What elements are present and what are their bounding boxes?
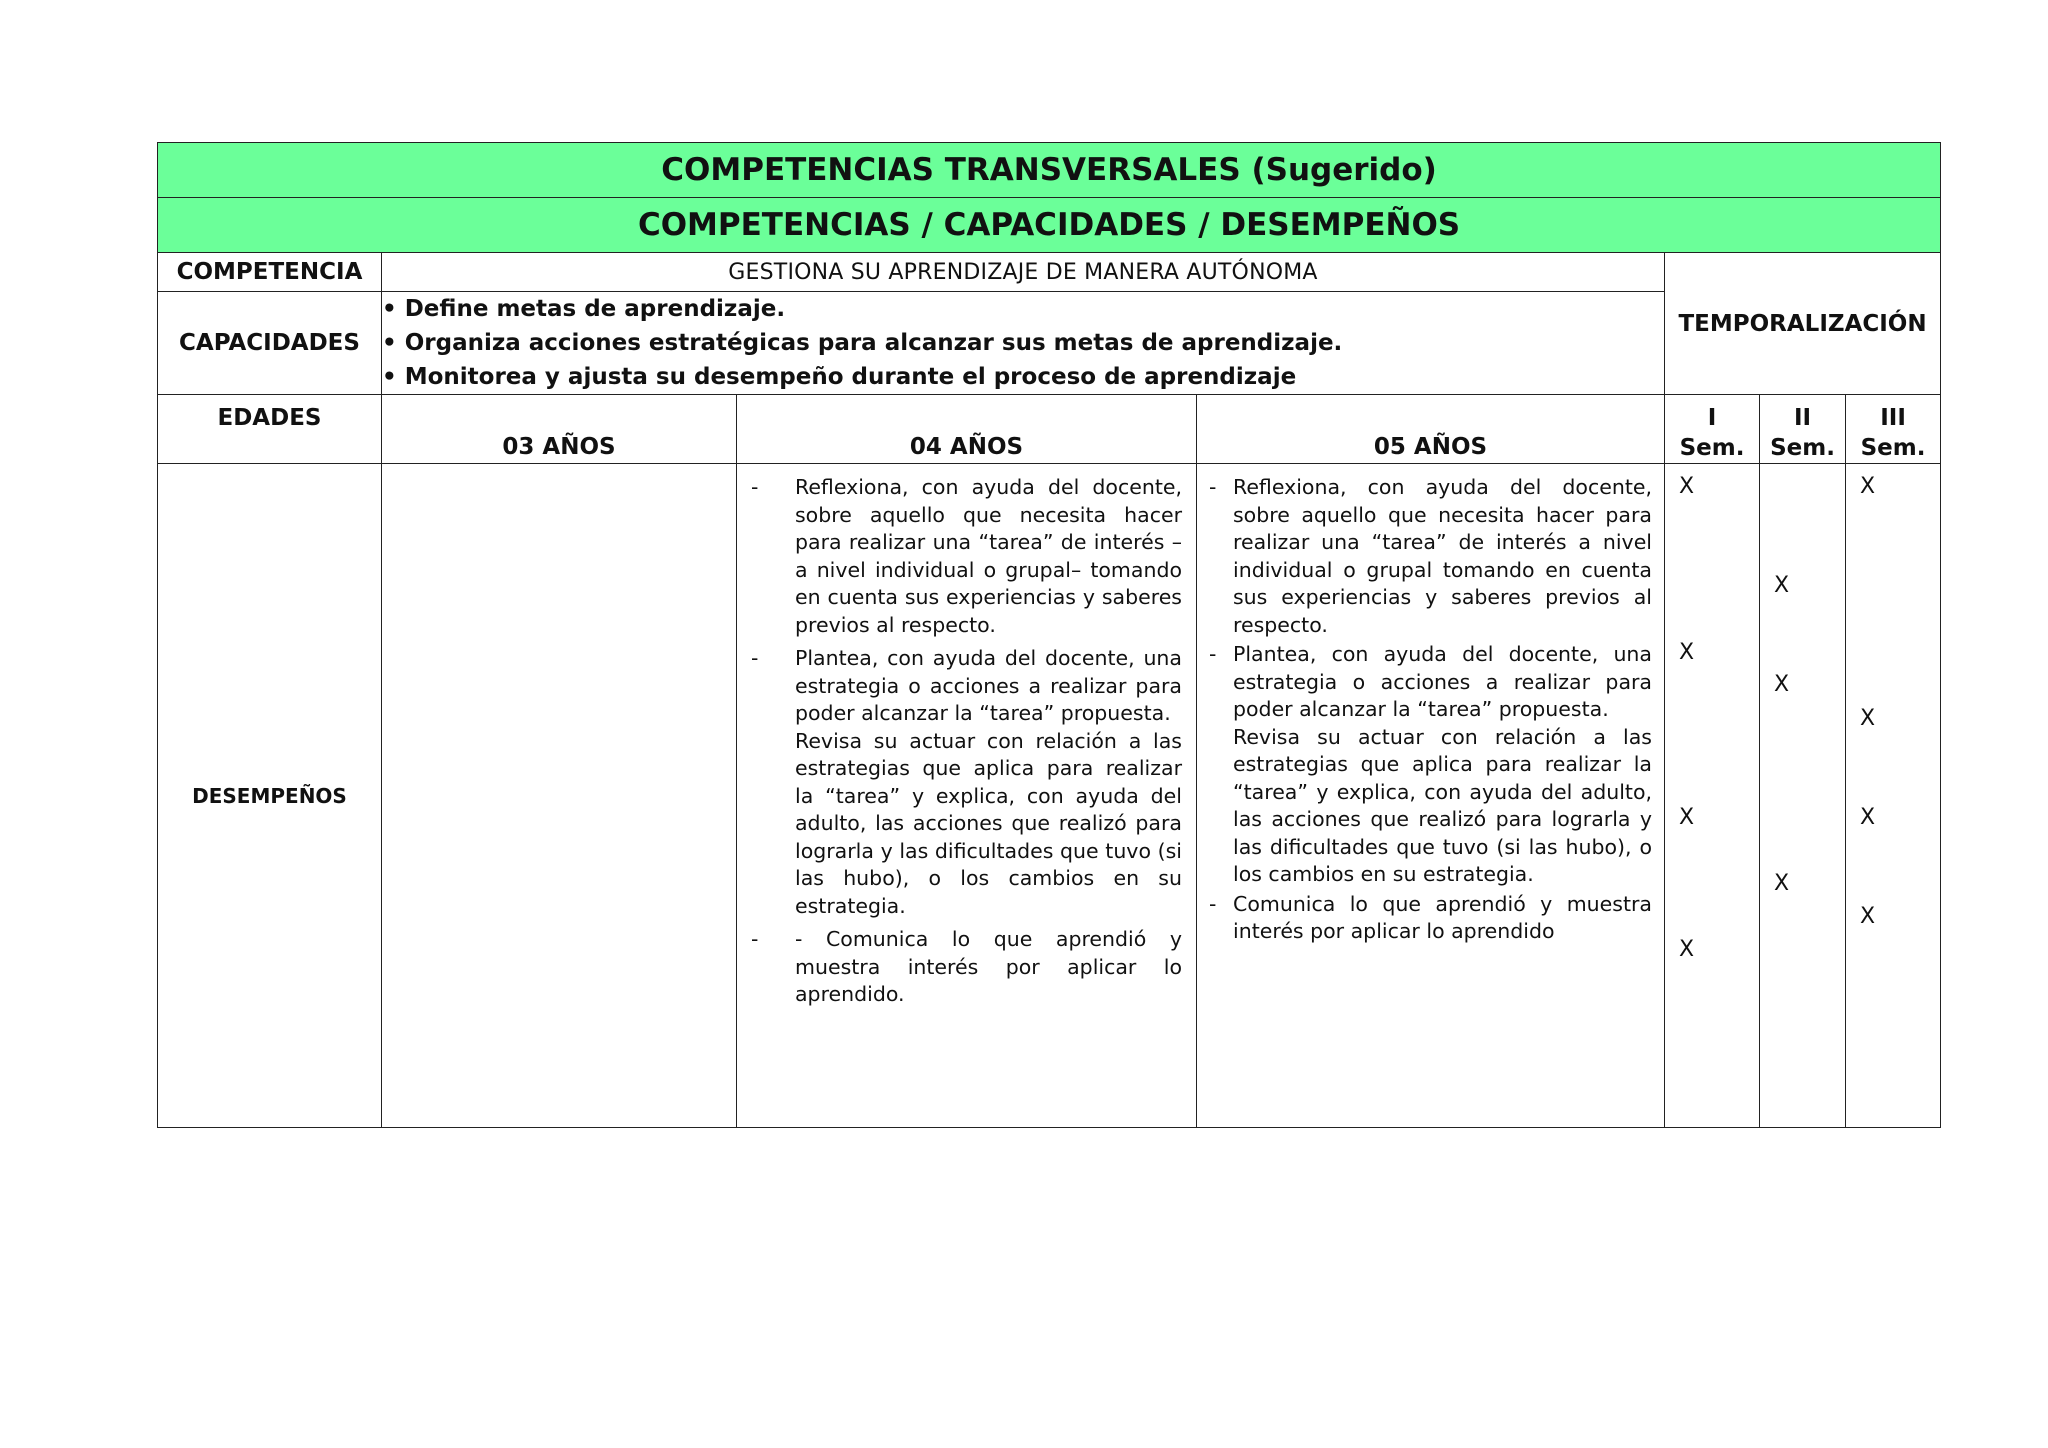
desempeno-item: [751, 728, 1182, 921]
semester-iii-header: [1846, 395, 1941, 464]
semester-number: II: [1793, 405, 1812, 431]
desempeno-text: Reflexiona, con ayuda del docente, sobre aquello que necesita hacer para realizar una “tarea” de interés a nivel individual o grupal tomando en cuenta sus experiencias y saberes previos al respecto.: [1233, 475, 1652, 637]
desempeno-item: [1209, 891, 1652, 946]
semester-number: I: [1707, 405, 1717, 431]
mark-x: X: [1860, 904, 1876, 929]
desempeno-item: [1209, 724, 1652, 889]
desempenos-04-cell: [737, 464, 1197, 1128]
dash-marker: -: [1209, 642, 1217, 666]
competencia-value: GESTIONA SU APRENDIZAJE DE MANERA AUTÓNOMA: [382, 253, 1665, 292]
desempeno-item: [1209, 474, 1652, 639]
semester-i-marks: [1665, 464, 1760, 1128]
desempeno-text: Plantea, con ayuda del docente, una estrategia o acciones a realizar para poder alcanzar la “tarea” propuesta.: [795, 646, 1182, 725]
desempeno-item: [751, 645, 1182, 728]
age-03-header: 03 AÑOS: [382, 395, 737, 464]
age-04-header: 04 AÑOS: [737, 395, 1197, 464]
dash-marker: -: [751, 646, 759, 670]
mark-x: X: [1679, 805, 1695, 830]
desempeno-text: Reflexiona, con ayuda del docente, sobre aquello que necesita hacer para realizar una “tarea” de interés –a nivel individual o grupal– tomando en cuenta sus experiencias y saberes previos al respecto.: [795, 475, 1182, 637]
semester-label: Sem.: [1679, 435, 1745, 461]
mark-x: X: [1774, 672, 1790, 697]
desempenos-03-cell: [382, 464, 737, 1128]
desempeno-item: [1209, 641, 1652, 724]
capacidad-item: • Monitorea y ajusta su desempeño durante el proceso de aprendizaje: [382, 360, 1664, 394]
mark-x: X: [1860, 706, 1876, 731]
table-title: COMPETENCIAS TRANSVERSALES (Sugerido): [158, 143, 1941, 198]
mark-x: X: [1860, 805, 1876, 830]
mark-x: X: [1860, 474, 1876, 499]
dash-marker: -: [1209, 891, 1217, 916]
table-subtitle: COMPETENCIAS / CAPACIDADES / DESEMPEÑOS: [158, 198, 1941, 253]
semester-ii-marks: [1760, 464, 1846, 1128]
semester-iii-marks: [1846, 464, 1941, 1128]
desempenos-label: DESEMPEÑOS: [158, 464, 382, 1128]
competencias-table: [157, 142, 1941, 1128]
edades-label: EDADES: [158, 395, 382, 464]
desempeno-text: Comunica lo que aprendió y muestra interés por aplicar lo aprendido: [1233, 891, 1652, 943]
semester-i-header: [1665, 395, 1760, 464]
age-05-header: 05 AÑOS: [1197, 395, 1665, 464]
semester-number: III: [1880, 405, 1906, 431]
desempeno-text: - Comunica lo que aprendió y muestra interés por aplicar lo aprendido.: [795, 927, 1182, 1006]
mark-x: X: [1679, 474, 1695, 499]
desempeno-text: Revisa su actuar con relación a las estrategias que aplica para realizar la “tarea” y explica, con ayuda del adulto, las acciones que realizó para lograrla y las dificultades que tuvo (si las hubo), o los cambios en su estrategia.: [795, 728, 1182, 918]
semester-label: Sem.: [1770, 435, 1835, 461]
mark-x: X: [1774, 573, 1790, 598]
dash-marker: -: [751, 927, 759, 951]
capacidades-label: CAPACIDADES: [158, 292, 382, 395]
capacidad-item: • Organiza acciones estratégicas para alcanzar sus metas de aprendizaje.: [382, 326, 1664, 360]
desempeno-text: Revisa su actuar con relación a las estrategias que aplica para realizar la “tarea” y explica, con ayuda del adulto, las acciones que realizó para lograrla y las dificultades que tuvo (si las hubo), o los cambios en su estrategia.: [1233, 724, 1652, 886]
desempeno-item: [751, 474, 1182, 639]
semester-ii-header: [1760, 395, 1846, 464]
semester-label: Sem.: [1860, 435, 1926, 461]
capacidad-item: • Define metas de aprendizaje.: [382, 292, 1664, 326]
capacidades-list: [382, 292, 1665, 395]
mark-x: X: [1679, 937, 1695, 962]
desempeno-text: Plantea, con ayuda del docente, una estrategia o acciones a realizar para poder alcanzar la “tarea” propuesta.: [1233, 642, 1652, 721]
competencia-label: COMPETENCIA: [158, 253, 382, 292]
temporalizacion-header: TEMPORALIZACIÓN: [1665, 253, 1941, 395]
dash-marker: -: [751, 475, 759, 499]
desempenos-05-cell: [1197, 464, 1665, 1128]
mark-x: X: [1679, 640, 1695, 665]
dash-marker: -: [1209, 475, 1217, 499]
desempeno-item: [751, 926, 1182, 1009]
mark-x: X: [1774, 871, 1790, 896]
